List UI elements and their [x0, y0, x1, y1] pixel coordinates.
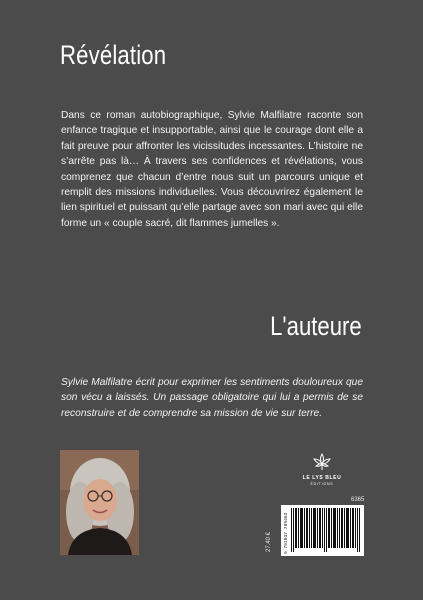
synopsis-text: Dans ce roman autobiographique, Sylvie Malfilatre raconte son enfance tragique et insupportable, ainsi que le courage dont elle a fait preuve pour affronter les vicissitudes incessantes. L’histoire ne s’arrête pas là… À travers ses confidences et révélations, vous comprenez que chacun d’entre nous suit un parcours unique et remplit des missions individuelles. Vous découvrirez également le lien spirituel et puissant qu’elle partage avec son mari avec qui elle forme un « couple sacré, dit flammes jumelles ».: [61, 110, 363, 229]
publisher-logo: [296, 451, 348, 486]
isbn-number: 9 791037 789463: [284, 512, 289, 554]
price: 27.40 €: [266, 531, 272, 552]
book-code: 6365: [351, 497, 365, 503]
barcode: [281, 505, 364, 556]
page-title: Révélation: [60, 40, 167, 70]
lotus-icon: [311, 451, 333, 473]
author-bio-text: Sylvie Malfilatre écrit pour exprimer les sentiments douloureux que son vécu a laissés. Un passage obligatoire qui lui a permis de se reconstruire et de comprendre sa mission de vie sur terre.: [61, 377, 363, 419]
author-photo: [60, 450, 139, 555]
publisher-sub: ÉDITIONS: [310, 482, 334, 486]
publisher-name: LE LYS BLEU: [302, 475, 342, 481]
author-heading: L'auteure: [270, 311, 362, 341]
barcode-bars: [291, 508, 361, 552]
